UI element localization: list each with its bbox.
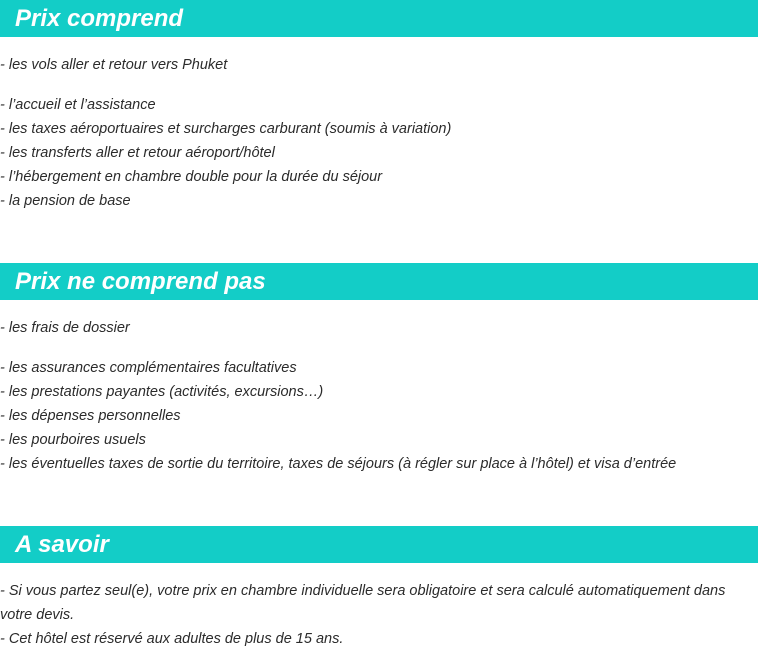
section-title-info: A savoir <box>0 526 758 563</box>
list-item: - les éventuelles taxes de sortie du territoire, taxes de séjours (à régler sur place à l’hôtel) et visa d’entrée <box>0 456 677 472</box>
list-item: - l’hébergement en chambre double pour la durée du séjour <box>0 169 383 185</box>
list-item: - les pourboires usuels <box>0 432 146 448</box>
list-item: - les prestations payantes (activités, excursions…) <box>0 384 324 400</box>
list-item: - les taxes aéroportuaires et surcharges carburant (soumis à variation) <box>0 121 452 137</box>
list-item: - les transferts aller et retour aéroport/hôtel <box>0 145 275 161</box>
list-item: - les vols aller et retour vers Phuket <box>0 57 228 73</box>
list-item: - les dépenses personnelles <box>0 408 181 424</box>
list-item: - les frais de dossier <box>0 320 130 336</box>
section-title-excludes: Prix ne comprend pas <box>0 263 758 300</box>
list-item: - l’accueil et l’assistance <box>0 97 156 113</box>
info-paragraph: - Cet hôtel est réservé aux adultes de plus de 15 ans. <box>0 631 344 647</box>
list-item: - les assurances complémentaires facultatives <box>0 360 297 376</box>
info-paragraph: - Si vous partez seul(e), votre prix en chambre individuelle sera obligatoire et sera calculé automatiquement dans votre devis. <box>0 583 726 623</box>
section-title-includes: Prix comprend <box>0 0 758 37</box>
list-item: - la pension de base <box>0 193 131 209</box>
